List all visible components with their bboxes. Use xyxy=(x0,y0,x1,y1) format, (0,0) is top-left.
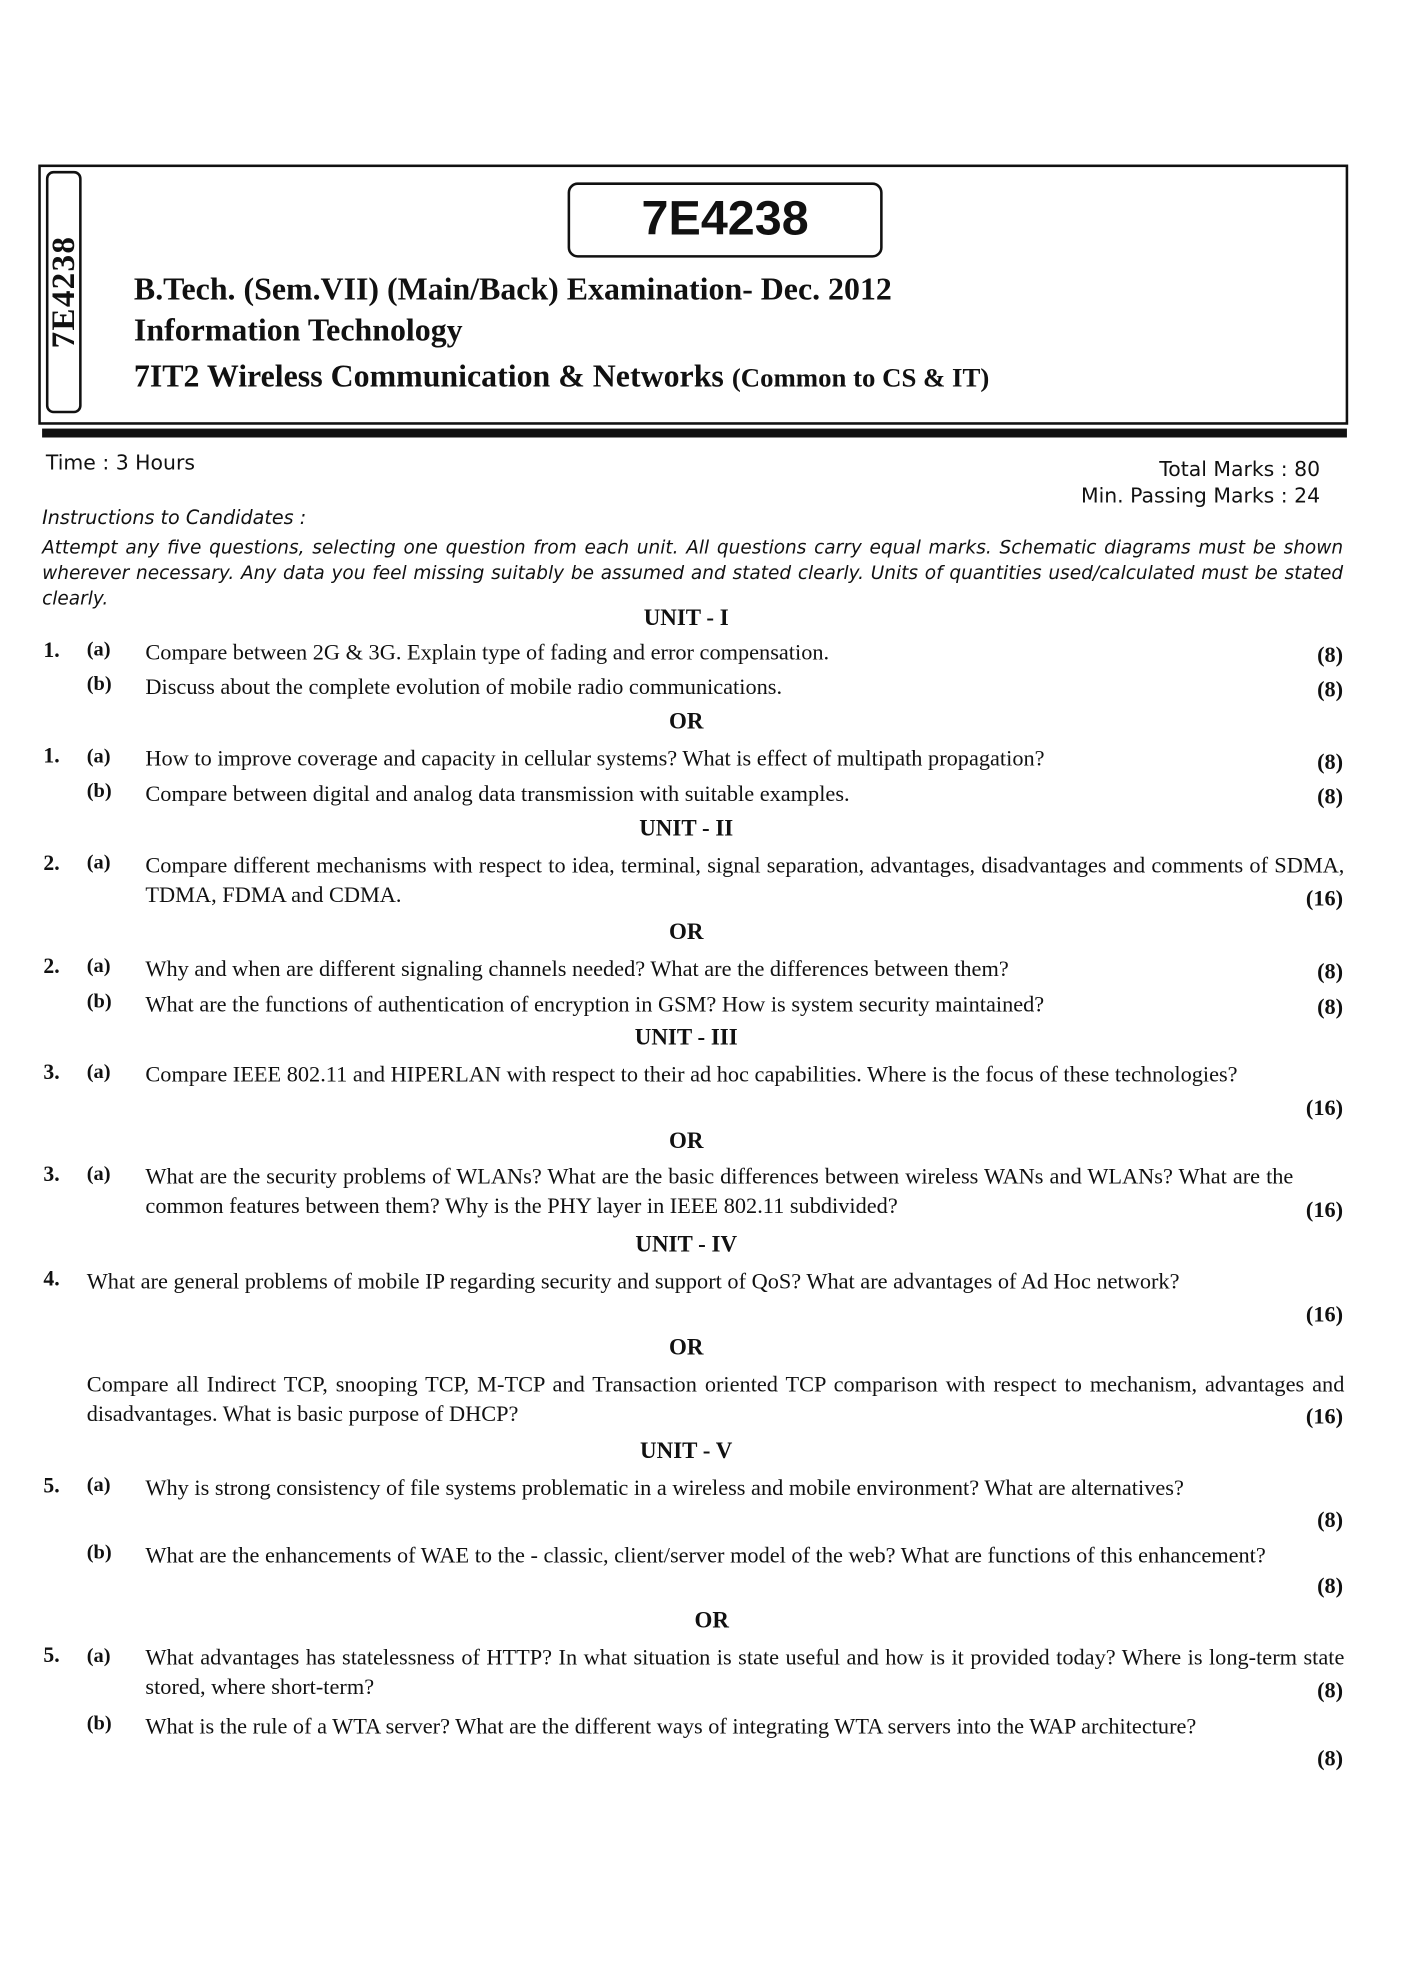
q-part: (a) xyxy=(86,1163,111,1185)
marks: (16) xyxy=(1305,885,1344,911)
question-text: What are the security problems of WLANs? What are the basic differences between wireless WANs and WLANs? What are the common features between them? Why is the PHY layer in IEEE 802.11 subdivided? xyxy=(145,1163,1294,1219)
unit-heading: UNIT - IV xyxy=(635,1230,738,1257)
marks: (8) xyxy=(1317,993,1344,1020)
question-text: What is the rule of a WTA server? What are the different ways of integrating WTA servers into the WAP architecture? xyxy=(145,1712,1197,1739)
subject: 7IT2 Wireless Communication & Networks xyxy=(133,359,724,395)
q-part: (a) xyxy=(86,1474,111,1497)
unit-heading: UNIT - I xyxy=(643,604,729,631)
q-part: (b) xyxy=(86,673,112,696)
marks: (8) xyxy=(1317,1677,1344,1703)
common-note: (Common to CS & IT) xyxy=(731,362,990,393)
total-marks: Total Marks : 80 xyxy=(1159,456,1321,481)
question-text: What are the enhancements of WAE to the - classic, client/server model of the web? What are functions of this enhancement? xyxy=(145,1542,1266,1568)
q-part: (b) xyxy=(86,1712,112,1735)
question-text: Compare all Indirect TCP, snooping TCP, M-TCP and Transaction oriented TCP comparison with respect to mechanism, advantages and disadvantages. What is basic purpose of DHCP? xyxy=(86,1371,1345,1427)
q-number: 4. xyxy=(43,1266,60,1291)
exam-title: B.Tech. (Sem.VII) (Main/Back) Examination- Dec. 2012 xyxy=(133,272,892,308)
paper-code: 7E4238 xyxy=(568,182,883,257)
marks: (8) xyxy=(1317,783,1344,809)
or-separator: OR xyxy=(668,1127,704,1154)
q-number: 5. xyxy=(43,1473,60,1498)
q-number: 1. xyxy=(43,637,60,662)
question-text: How to improve coverage and capacity in cellular systems? What is effect of multipath propagation? xyxy=(145,744,1045,771)
q-number: 5. xyxy=(43,1642,60,1668)
unit-heading: UNIT - V xyxy=(640,1437,733,1463)
unit-heading: UNIT - II xyxy=(639,815,734,841)
question-text: What advantages has statelessness of HTTP? In what situation is state useful and how is it provided today? Where is long-term state stored, where short-term? xyxy=(145,1644,1345,1699)
q-part: (b) xyxy=(86,780,112,803)
q-part: (b) xyxy=(86,991,112,1013)
question-text: Compare different mechanisms with respect to idea, terminal, signal separation, advantages, disadvantages and comments of SDMA, TDMA, FDMA and CDMA. xyxy=(145,852,1345,907)
instructions: Attempt any five questions, selecting one question from each unit. All questions carry equal marks. Schematic diagrams must be shown wherever necessary. Any data you feel missing suitably be assumed and stated clearly. Units of quantities used/calculated must be stated clearly. xyxy=(42,538,1344,610)
marks: (16) xyxy=(1305,1301,1344,1327)
marks: (8) xyxy=(1317,957,1344,984)
question-text: What are the functions of authentication of encryption in GSM? How is system security maintained? xyxy=(145,991,1045,1017)
marks: (16) xyxy=(1305,1094,1344,1120)
instructions-title: Instructions to Candidates : xyxy=(42,506,307,530)
q-part: (a) xyxy=(86,639,111,661)
marks: (8) xyxy=(1317,676,1344,702)
side-paper-code xyxy=(46,171,82,413)
marks: (8) xyxy=(1317,641,1344,668)
question-text: Compare IEEE 802.11 and HIPERLAN with respect to their ad hoc capabilities. Where is the focus of these technologies? xyxy=(145,1061,1238,1087)
marks: (16) xyxy=(1305,1403,1344,1429)
or-separator: OR xyxy=(668,707,704,734)
question-text: What are general problems of mobile IP regarding security and support of QoS? What are advantages of Ad Hoc network? xyxy=(86,1267,1180,1294)
q-number: 1. xyxy=(43,743,60,768)
marks: (8) xyxy=(1317,1506,1344,1532)
marks: (8) xyxy=(1317,748,1344,775)
q-part: (a) xyxy=(86,1061,111,1083)
branch: Information Technology xyxy=(133,313,463,349)
or-separator: OR xyxy=(668,918,704,944)
unit-heading: UNIT - III xyxy=(634,1024,738,1050)
question-text: Why and when are different signaling channels needed? What are the differences between them? xyxy=(145,955,1009,981)
min-marks: Min. Passing Marks : 24 xyxy=(1080,483,1321,508)
time: Time : 3 Hours xyxy=(45,450,195,475)
q-part: (a) xyxy=(86,852,111,874)
q-number: 3. xyxy=(43,1161,60,1187)
q-part: (a) xyxy=(86,746,111,768)
question-text: Discuss about the complete evolution of mobile radio communications. xyxy=(145,673,783,699)
divider xyxy=(42,429,1347,438)
question-text: Why is strong consistency of file systems problematic in a wireless and mobile environment? What are alternatives? xyxy=(145,1474,1184,1500)
or-separator: OR xyxy=(694,1607,729,1633)
q-part: (b) xyxy=(86,1542,112,1564)
q-number: 2. xyxy=(43,954,60,979)
q-number: 3. xyxy=(43,1059,60,1085)
q-part: (a) xyxy=(86,955,111,978)
q-part: (a) xyxy=(86,1645,111,1668)
q-number: 2. xyxy=(43,850,60,875)
marks: (8) xyxy=(1317,1744,1344,1771)
marks: (8) xyxy=(1317,1572,1344,1599)
question-text: Compare between digital and analog data transmission with suitable examples. xyxy=(145,780,850,807)
question-text: Compare between 2G & 3G. Explain type of fading and error compensation. xyxy=(145,639,830,665)
or-separator: OR xyxy=(668,1334,704,1360)
side-code-text: 7E4238 xyxy=(44,235,82,349)
marks: (16) xyxy=(1305,1196,1344,1222)
